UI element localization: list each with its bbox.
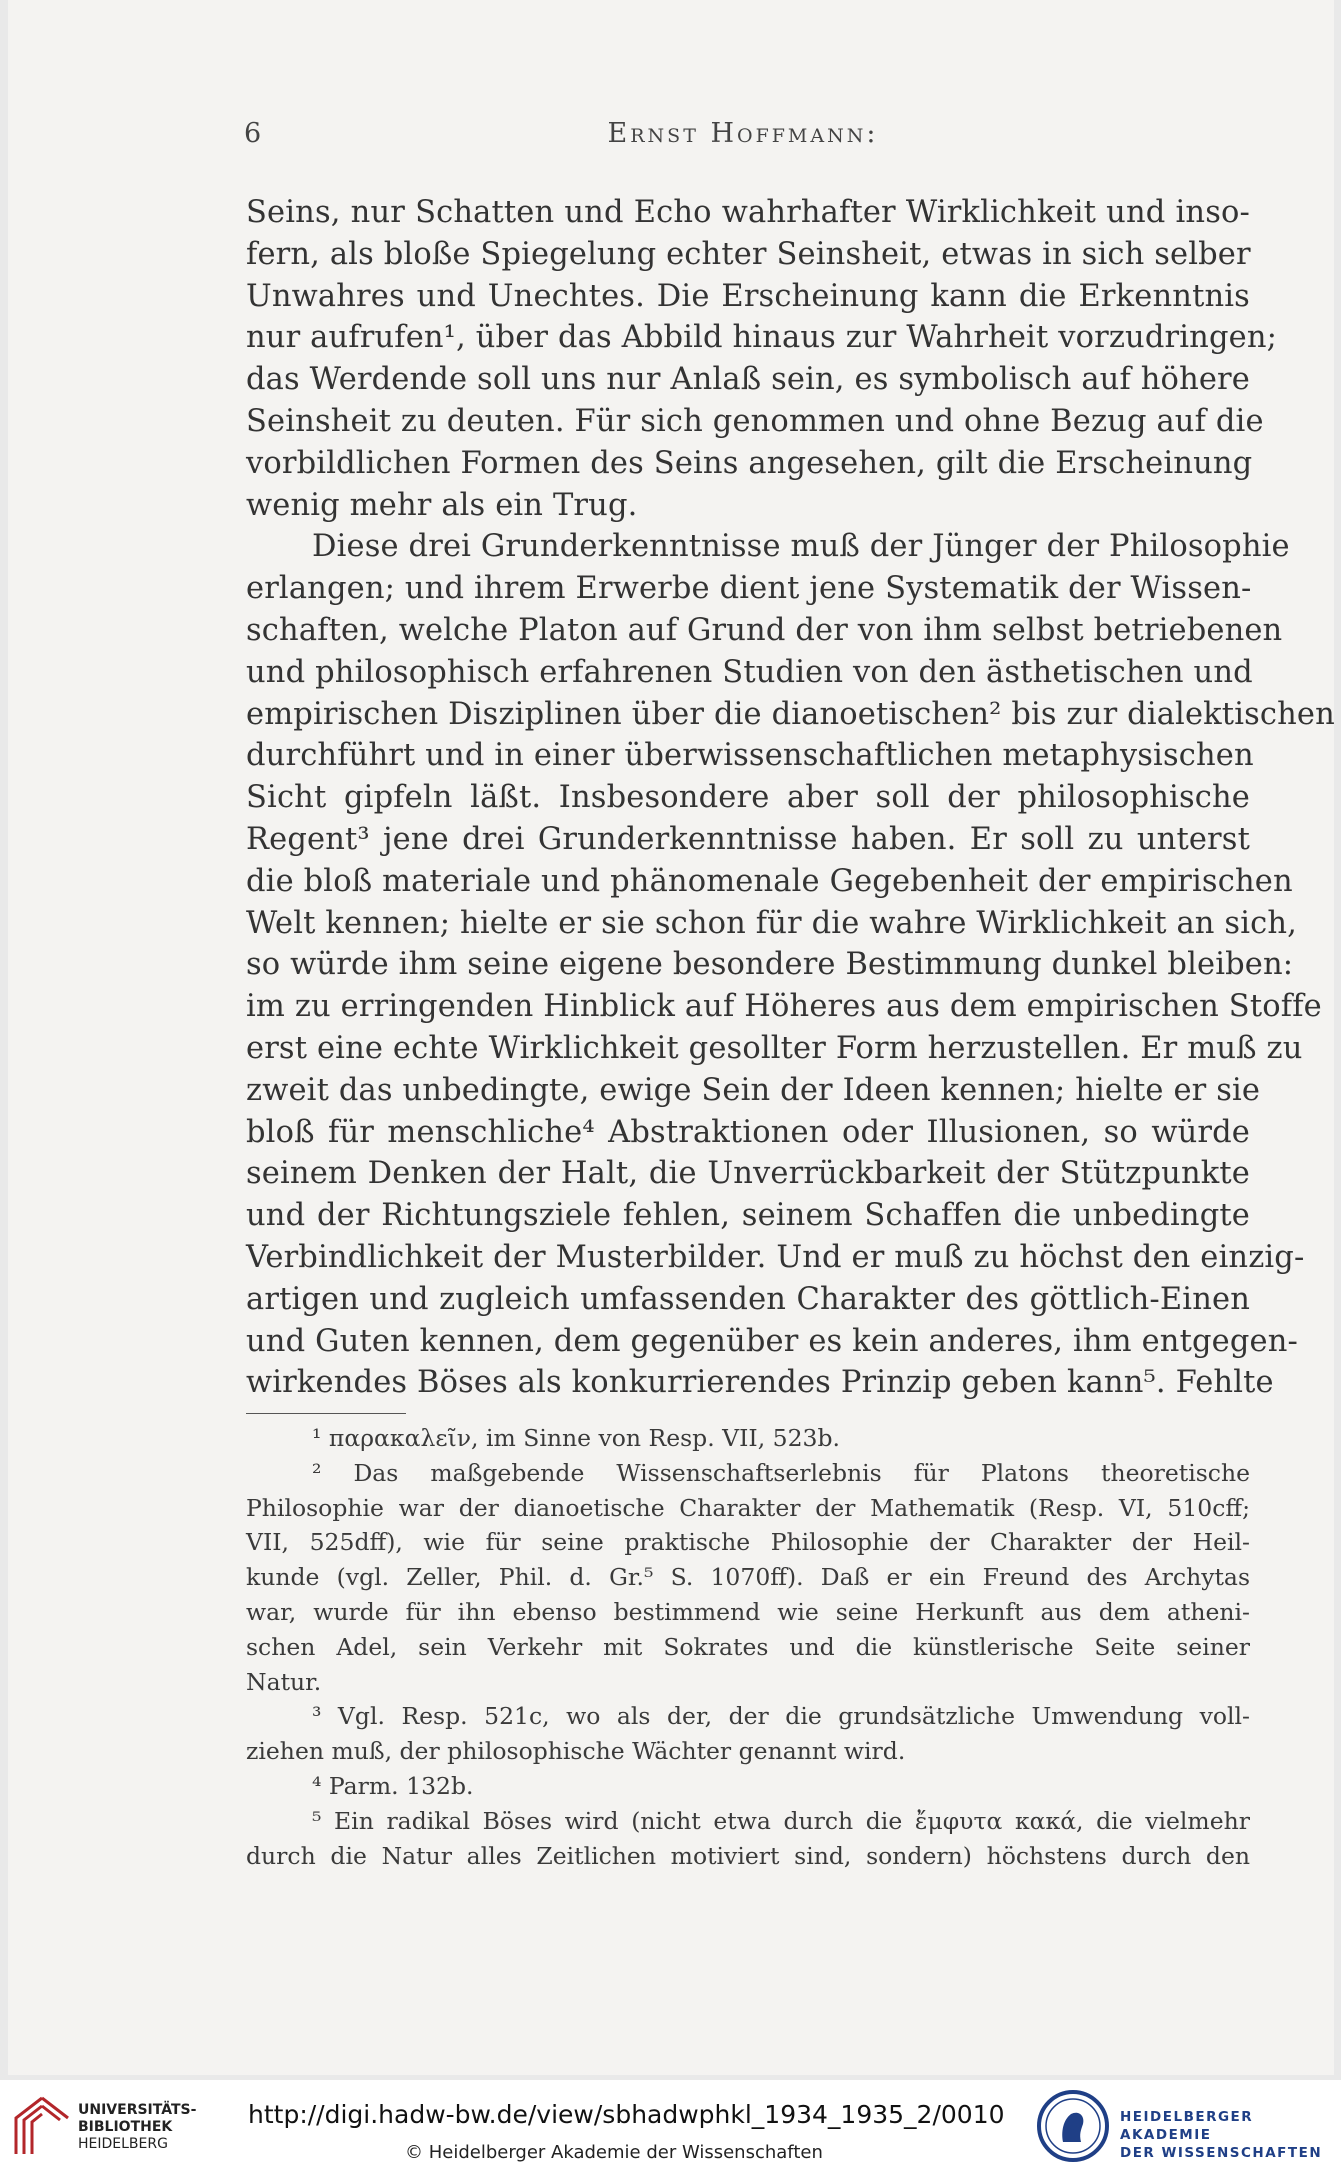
text-line: bloß für menschliche⁴ Abstraktionen oder Illusionen, so würde: [246, 1114, 1250, 1150]
text-line: nur aufrufen¹, über das Abbild hinaus zur Wahrheit vorzudringen;: [246, 320, 1278, 356]
text-line: Verbindlichkeit der Musterbilder. Und er muß zu höchst den einzig-: [246, 1239, 1305, 1275]
library-line: HEIDELBERG: [78, 2136, 168, 2152]
text-line: zweit das unbedingte, ewige Sein der Ideen kennen; hielte er sie: [246, 1072, 1261, 1108]
library-line: UNIVERSITÄTS-: [78, 2102, 197, 2118]
copyright-notice: © Heidelberger Akademie der Wissenschaften: [405, 2142, 823, 2163]
footnote-line: kunde (vgl. Zeller, Phil. d. Gr.⁵ S. 1070ff). Daß er ein Freund des Archytas: [246, 1563, 1250, 1592]
text-line: Welt kennen; hielte er sie schon für die wahre Wirklichkeit an sich,: [246, 905, 1297, 941]
text-line: so würde ihm seine eigene besondere Bestimmung dunkel bleiben:: [246, 947, 1294, 983]
text-line: wirkendes Böses als konkurrierendes Prinzip geben kann⁵. Fehlte: [246, 1365, 1274, 1401]
text-line: das Werdende soll uns nur Anlaß sein, es symbolisch auf höhere: [246, 362, 1250, 398]
footnote-line: Philosophie war der dianoetische Charakter der Mathematik (Resp. VI, 510cff;: [246, 1493, 1250, 1522]
text-line: durchführt und in einer überwissenschaftlichen metaphysischen: [246, 738, 1254, 774]
footer-bar: [0, 2080, 1341, 2175]
text-line: empirischen Disziplinen über die dianoetischen² bis zur dialektischen: [246, 696, 1335, 732]
footnote-line: ziehen muß, der philosophische Wächter genannt wird.: [246, 1737, 906, 1766]
text-line: Regent³ jene drei Grunderkenntnisse haben. Er soll zu unterst: [246, 821, 1250, 857]
text-line: und der Richtungsziele fehlen, seinem Schaffen die unbedingte: [246, 1198, 1250, 1234]
footnote-line: ⁴ Parm. 132b.: [312, 1771, 474, 1800]
library-line: BIBLIOTHEK: [78, 2119, 173, 2135]
academy-line: HEIDELBERGER AKADEMIE: [1120, 2109, 1254, 2143]
document-page: [8, 0, 1334, 2075]
footnote-line: ³ Vgl. Resp. 521c, wo als der, der die grundsätzliche Umwendung voll-: [312, 1702, 1250, 1731]
footnote-line: war, wurde für ihn ebenso bestimmend wie seine Herkunft aus dem atheni-: [246, 1597, 1250, 1626]
footnote-line: ² Das maßgebende Wissenschaftserlebnis für Platons theoretische: [312, 1458, 1250, 1487]
academy-seal-icon: [1035, 2088, 1111, 2164]
text-line: Sicht gipfeln läßt. Insbesondere aber soll der philosophische: [246, 780, 1250, 816]
academy-name: [1120, 2108, 1341, 2162]
footnote-line: ¹ παρακαλεῖν, im Sinne von Resp. VII, 523b.: [312, 1424, 841, 1452]
text-line: erlangen; und ihrem Erwerbe dient jene Systematik der Wissen-: [246, 571, 1252, 607]
text-line: die bloß materiale und phänomenale Gegebenheit der empirischen: [246, 863, 1293, 899]
text-line: Seins, nur Schatten und Echo wahrhafter Wirklichkeit und inso-: [246, 195, 1250, 230]
footnote-line: durch die Natur alles Zeitlichen motiviert sind, sondern) höchstens durch den: [246, 1841, 1250, 1870]
page-number: 6: [244, 118, 262, 149]
text-line: Unwahres und Unechtes. Die Erscheinung kann die Erkenntnis: [246, 278, 1250, 314]
text-line: artigen und zugleich umfassenden Charakter des göttlich-Einen: [246, 1281, 1250, 1317]
academy-line: DER WISSENSCHAFTEN: [1120, 2145, 1323, 2161]
university-library-name: [78, 2102, 196, 2153]
text-line: und Guten kennen, dem gegenüber es kein anderes, ihm entgegen-: [246, 1323, 1298, 1359]
text-line: Seinsheit zu deuten. Für sich genommen und ohne Bezug auf die: [246, 403, 1264, 439]
text-line: fern, als bloße Spiegelung echter Seinsheit, etwas in sich selber: [246, 236, 1251, 272]
text-line: im zu erringenden Hinblick auf Höheres aus dem empirischen Stoffe: [246, 989, 1322, 1025]
footnote-line: VII, 525dff), wie für seine praktische Philosophie der Charakter der Heil-: [246, 1528, 1250, 1557]
text-line: erst eine echte Wirklichkeit gesollter Form herzustellen. Er muß zu: [246, 1030, 1303, 1066]
permalink-url[interactable]: http://digi.hadw-bw.de/view/sbhadwphkl_1934_1935_2/0010: [248, 2100, 1005, 2129]
university-library-logo-icon: [12, 2094, 72, 2158]
text-line: Diese drei Grunderkenntnisse muß der Jünger der Philosophie: [312, 529, 1290, 565]
footnote-line: ⁵ Ein radikal Böses wird (nicht etwa durch die ἔμφυτα κακά, die vielmehr: [312, 1806, 1250, 1835]
header-title: Ernst Hoffmann:: [607, 118, 879, 149]
footnote-line: schen Adel, sein Verkehr mit Sokrates und die künstlerische Seite seiner: [246, 1632, 1250, 1661]
text-line: schaften, welche Platon auf Grund der von ihm selbst betriebenen: [246, 612, 1283, 648]
text-line: und philosophisch erfahrenen Studien von den ästhetischen und: [246, 654, 1253, 690]
footnote-line: Natur.: [246, 1667, 322, 1696]
footnote-divider: [246, 1413, 406, 1414]
text-line: vorbildlichen Formen des Seins angesehen, gilt die Erscheinung: [246, 445, 1253, 481]
body-text: [246, 192, 1335, 1404]
text-line: wenig mehr als ein Trug.: [246, 487, 638, 523]
text-line: seinem Denken der Halt, die Unverrückbarkeit der Stützpunkte: [246, 1156, 1250, 1192]
footnotes: [246, 1421, 1250, 1873]
